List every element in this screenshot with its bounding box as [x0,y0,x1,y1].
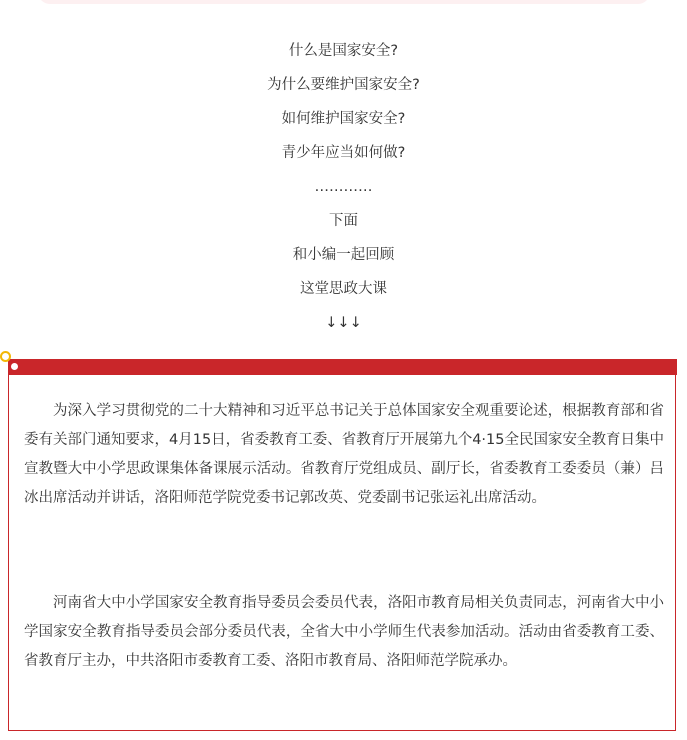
down-arrows-icon: ↓↓↓ [325,315,362,331]
intro-line: 什么是国家安全? [288,43,399,59]
article-paragraph-2: 河南省大中小学国家安全教育指导委员会委员代表，洛阳市教育局相关负责同志，河南省大中小学国家安全教育指导委员会部分委员代表，全省大中小学师生代表参加活动。活动由省委教育工委、省教育厅主办，中共洛阳市委教育工委、洛阳市教育局、洛阳师范学院承办。 [24,595,664,669]
card-header-bar [8,359,677,375]
article-paragraph-1: 为深入学习贯彻党的二十大精神和习近平总书记关于总体国家安全观重要论述，根据教育部和省委有关部门通知要求，4月15日，省委教育工委、省教育厅开展第九个4·15全民国家安全教育日集中宣教暨大中小学思政课集体备课展示活动。省教育厅党组成员、副厅长，省委教育工委委员（兼）吕冰出席活动并讲话，洛阳师范学院党委书记郭改英、党委副书记张运礼出席活动。 [24,403,664,506]
intro-line: 青少年应当如何做? [281,145,406,161]
intro-questions [0,34,687,340]
intro-line: 和小编一起回顾 [292,247,395,263]
ring-icon [0,351,11,362]
dot-icon [11,363,18,370]
top-decoration-strip [38,0,650,4]
intro-ellipsis: ………… [314,179,373,195]
intro-line: 这堂思政大课 [300,281,387,297]
intro-line: 如何维护国家安全? [281,111,406,127]
intro-line: 为什么要维护国家安全? [267,77,420,93]
intro-line: 下面 [329,213,358,229]
